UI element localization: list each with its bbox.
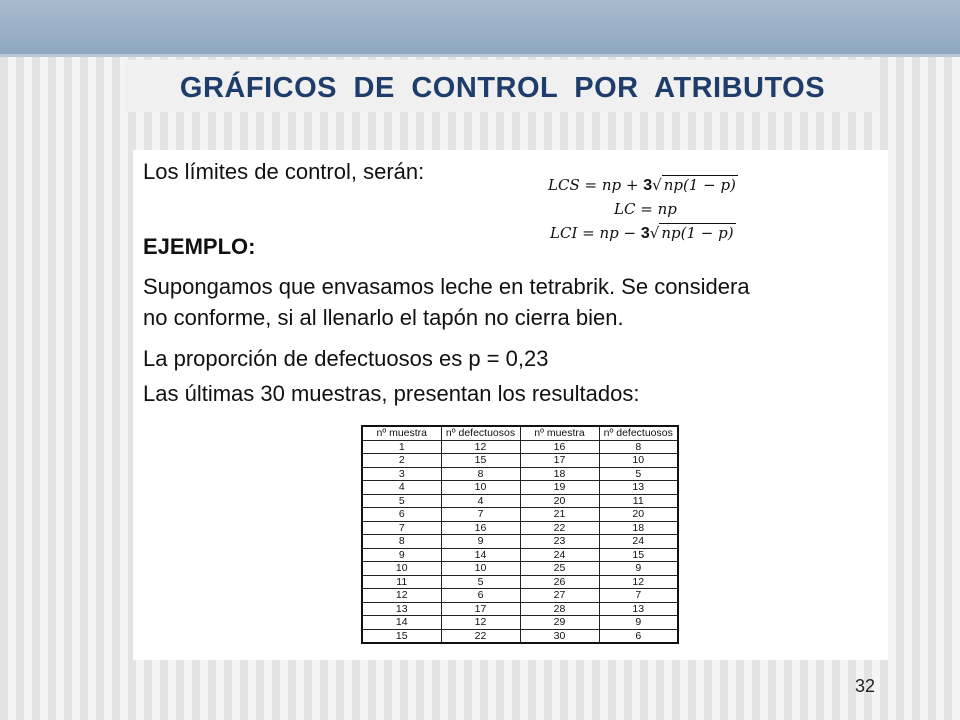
table-cell: 24 — [520, 548, 599, 562]
table-cell: 10 — [362, 562, 441, 576]
table-cell: 17 — [441, 602, 520, 616]
header-defects-2: nº defectuosos — [599, 426, 678, 440]
table-cell: 1 — [362, 440, 441, 454]
table-cell: 15 — [362, 629, 441, 643]
table-row — [362, 602, 678, 616]
formula-lci-lhs: LCI — [550, 224, 578, 242]
table-cell: 4 — [441, 494, 520, 508]
header-sample-2: nº muestra — [520, 426, 599, 440]
table-row — [362, 629, 678, 643]
example-line-2: no conforme, si al llenarlo el tapón no cierra bien. — [143, 305, 624, 330]
table-cell: 11 — [362, 575, 441, 589]
table-cell: 13 — [362, 602, 441, 616]
table-cell: 14 — [441, 548, 520, 562]
table-cell: 9 — [441, 535, 520, 549]
table-cell: 21 — [520, 508, 599, 522]
table-cell: 25 — [520, 562, 599, 576]
table-cell: 22 — [520, 521, 599, 535]
formula-lci-rhs: = np − — [582, 224, 637, 242]
table-cell: 7 — [362, 521, 441, 535]
control-limit-formulas — [548, 174, 758, 250]
table-cell: 5 — [599, 467, 678, 481]
table-cell: 17 — [520, 454, 599, 468]
table-cell: 5 — [441, 575, 520, 589]
table-cell: 15 — [599, 548, 678, 562]
example-line-1: Supongamos que envasamos leche en tetrabrik. Se considera — [143, 274, 750, 299]
table-cell: 20 — [520, 494, 599, 508]
table-cell: 6 — [599, 629, 678, 643]
table-cell: 12 — [362, 589, 441, 603]
table-body — [362, 440, 678, 643]
table-cell: 5 — [362, 494, 441, 508]
header-sample-1: nº muestra — [362, 426, 441, 440]
table-cell: 12 — [599, 575, 678, 589]
formula-lc-rhs: = np — [640, 200, 677, 218]
table-cell: 9 — [362, 548, 441, 562]
samples-table-container — [361, 425, 679, 641]
table-cell: 8 — [441, 467, 520, 481]
table-cell: 6 — [362, 508, 441, 522]
table-row — [362, 562, 678, 576]
table-cell: 11 — [599, 494, 678, 508]
table-cell: 10 — [441, 562, 520, 576]
table-cell: 24 — [599, 535, 678, 549]
table-cell: 6 — [441, 589, 520, 603]
table-cell: 13 — [599, 602, 678, 616]
table-row — [362, 508, 678, 522]
formula-lcs-root: np(1 − p) — [663, 176, 736, 194]
table-row — [362, 454, 678, 468]
table-cell: 12 — [441, 440, 520, 454]
table-row — [362, 467, 678, 481]
table-cell: 22 — [441, 629, 520, 643]
table-row — [362, 535, 678, 549]
table-cell: 18 — [599, 521, 678, 535]
table-row — [362, 589, 678, 603]
intro-text: Los límites de control, serán: — [143, 159, 425, 184]
example-heading: EJEMPLO: — [143, 234, 256, 259]
table-cell: 15 — [441, 454, 520, 468]
table-cell: 10 — [441, 481, 520, 495]
table-cell: 23 — [520, 535, 599, 549]
table-cell: 16 — [441, 521, 520, 535]
table-cell: 13 — [599, 481, 678, 495]
table-cell: 19 — [520, 481, 599, 495]
table-row — [362, 616, 678, 630]
table-cell: 10 — [599, 454, 678, 468]
table-row — [362, 481, 678, 495]
table-cell: 7 — [599, 589, 678, 603]
formula-lci-coef: 3 — [640, 225, 650, 242]
slide-title: GRÁFICOS DE CONTROL POR ATRIBUTOS — [179, 72, 826, 104]
table-cell: 3 — [362, 467, 441, 481]
table-cell: 20 — [599, 508, 678, 522]
samples-intro-text: Las últimas 30 muestras, presentan los resultados: — [143, 381, 640, 406]
defect-proportion-text: La proporción de defectuosos es p = 0,23 — [143, 346, 549, 371]
table-cell: 4 — [362, 481, 441, 495]
table-cell: 16 — [520, 440, 599, 454]
table-cell: 12 — [441, 616, 520, 630]
formula-lcs-coef: 3 — [643, 177, 653, 194]
table-row — [362, 521, 678, 535]
table-cell: 30 — [520, 629, 599, 643]
table-header-row — [362, 426, 678, 440]
table-cell: 7 — [441, 508, 520, 522]
table-cell: 2 — [362, 454, 441, 468]
table-cell: 14 — [362, 616, 441, 630]
table-cell: 18 — [520, 467, 599, 481]
samples-table — [361, 425, 679, 644]
table-cell: 8 — [362, 535, 441, 549]
formula-lcs-rhs: = np + — [584, 176, 639, 194]
formula-lci: LCI = np − 3√ np(1 − p) — [550, 224, 734, 242]
header-defects-1: nº defectuosos — [441, 426, 520, 440]
table-cell: 27 — [520, 589, 599, 603]
top-banner-divider — [0, 54, 960, 57]
table-cell: 26 — [520, 575, 599, 589]
table-row — [362, 575, 678, 589]
top-banner — [0, 0, 960, 54]
formula-lc — [614, 200, 677, 218]
table-cell: 9 — [599, 616, 678, 630]
page-number: 32 — [855, 676, 876, 696]
formula-lcs-lhs: LCS — [548, 176, 580, 194]
formula-lci-root: np(1 − p) — [661, 224, 734, 242]
formula-lcs: LCS = np + 3√ np(1 − p) — [548, 176, 736, 194]
table-row — [362, 548, 678, 562]
table-cell: 9 — [599, 562, 678, 576]
table-row — [362, 494, 678, 508]
table-cell: 28 — [520, 602, 599, 616]
table-row — [362, 440, 678, 454]
table-cell: 8 — [599, 440, 678, 454]
table-cell: 29 — [520, 616, 599, 630]
formula-lc-lhs: LC — [614, 200, 636, 218]
